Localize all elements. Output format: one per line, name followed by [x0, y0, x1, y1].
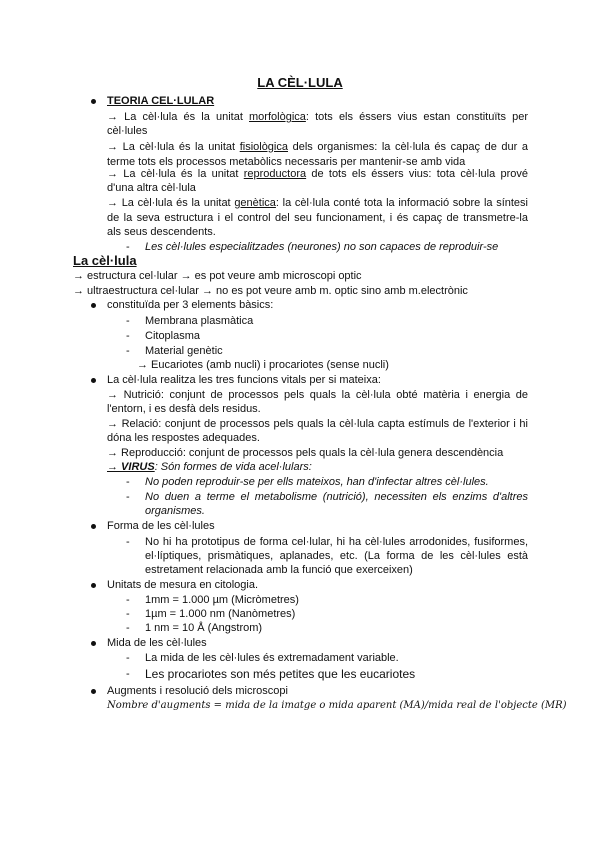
list-item: Material genètic: [145, 345, 223, 357]
list-item: organismes.: [145, 505, 205, 517]
text: → La cèl·lula és la unitat: [107, 111, 250, 123]
bullet: [91, 524, 96, 529]
list-item: Membrana plasmàtica: [145, 315, 254, 327]
teoria-reproductora: [107, 167, 528, 181]
key-term: fisiològica: [239, 141, 288, 153]
key-term: reproductora: [243, 168, 307, 180]
text-line: dóna les respostes adequades.: [107, 432, 260, 444]
teoria-morfologica: [107, 110, 528, 124]
text-line: cèl·lules: [107, 125, 148, 137]
text-line: → Reproducció: conjunt de processos pels quals la cèl·lula genera descendència: [107, 447, 504, 459]
bullet: [91, 689, 96, 694]
text: → La cèl·lula és la unitat: [107, 168, 244, 180]
text-line: terme tots els processos metabòlics necessaris per mantenir-se amb vida: [107, 156, 466, 168]
dash: -: [126, 476, 130, 488]
text-line: als seus descendents.: [107, 226, 216, 238]
list-item: La mida de les cèl·lules és extremadament variable.: [145, 652, 399, 664]
bullet: [91, 378, 96, 383]
page-title: LA CÈL·LULA: [257, 75, 343, 90]
dash: -: [126, 622, 130, 634]
text-line: constituïda per 3 elements bàsics:: [107, 299, 274, 311]
bullet: [91, 641, 96, 646]
list-item: 1 nm = 10 Å (Angstrom): [145, 622, 263, 634]
text-line: de la seva estructura i el control del seu funcionament, i és capaç de transmetre-la: [107, 212, 528, 224]
dash: -: [126, 330, 130, 342]
text: → La cèl·lula és la unitat: [107, 197, 235, 209]
text-line: → estructura cel·lular → es pot veure amb microscopi optic: [73, 270, 362, 282]
bullet: [91, 303, 96, 308]
list-item: 1mm = 1.000 µm (Micròmetres): [145, 594, 299, 606]
text-line: d'una altra cèl·lula: [107, 182, 196, 194]
dash: -: [126, 241, 130, 253]
text-line: La cèl·lula realitza les tres funcions vitals per si mateixa:: [107, 374, 381, 386]
text: : tots els éssers vius estan constituïts per: [305, 111, 528, 123]
text-line: estretament relacionada amb la funció que exerceixen): [145, 564, 413, 576]
text-line: → Eucariotes (amb nucli) i procariotes (sense nucli): [137, 359, 389, 371]
text-line: Augments i resolució dels microscopi: [107, 685, 288, 697]
key-term: morfològica: [249, 111, 306, 123]
text: : la cèl·lula conté tota la informació sobre la síntesi: [275, 197, 528, 209]
text-line: Forma de les cèl·lules: [107, 520, 215, 532]
key-term: genètica: [234, 197, 276, 209]
text: dels organismes: la cèl·lula és capaç de dur a: [288, 141, 528, 153]
text: : Són formes de vida acel·lulars:: [154, 461, 312, 473]
section-heading: La cèl·lula: [73, 253, 137, 268]
dash: -: [126, 668, 130, 680]
teoria-heading: TEORIA CEL·LULAR: [107, 95, 215, 107]
dash: -: [126, 491, 130, 503]
dash: -: [126, 594, 130, 606]
text-line: → ultraestructura cel·lular → no es pot veure amb m. optic sino amb m.electrònic: [73, 285, 468, 297]
list-item: Citoplasma: [145, 330, 201, 342]
text-line: el·líptiques, prismàtiques, aplanades, etc. (La forma de les cèl·lules està: [145, 550, 528, 562]
teoria-genetica: [107, 196, 528, 210]
text: → La cèl·lula és la unitat: [107, 141, 240, 153]
dash: -: [126, 536, 130, 548]
virus-line: [107, 460, 312, 474]
teoria-note: Les cèl·lules especialitzades (neurones) no son capaces de reproduir-se: [145, 241, 499, 253]
text-line: → Nutrició: conjunt de processos pels quals la cèl·lula obté matèria i energia de: [107, 389, 528, 401]
text-line: Unitats de mesura en citologia.: [107, 579, 259, 591]
text-line: → Relació: conjunt de processos pels quals la cèl·lula capta estímuls de l'exterior i hi: [107, 418, 528, 430]
formula: Nombre d'augments = mida de la imatge o mida aparent (MA)/mida real de l'objecte (MR): [107, 700, 567, 711]
virus-label: → VIRUS: [107, 461, 155, 473]
dash: -: [126, 608, 130, 620]
bullet: [91, 99, 96, 104]
text-line: Mida de les cèl·lules: [107, 637, 207, 649]
text-line: l'entorn, i es desfà dels residus.: [107, 403, 261, 415]
text-line: No hi ha prototipus de forma cel·lular, hi ha cèl·lules arrodonides, fusiformes,: [145, 536, 528, 548]
list-item: Les procariotes son més petites que les eucariotes: [145, 667, 416, 681]
list-item: No poden reproduir-se per ells mateixos, han d'infectar altres cèl·lules.: [145, 476, 489, 488]
dash: -: [126, 652, 130, 664]
text: de tots els éssers vius: tota cèl·lula prové: [306, 168, 528, 180]
bullet: [91, 583, 96, 588]
dash: -: [126, 315, 130, 327]
dash: -: [126, 345, 130, 357]
teoria-fisiologica: [107, 140, 528, 154]
list-item: 1µm = 1.000 nm (Nanòmetres): [145, 608, 296, 620]
list-item: No duen a terme el metabolisme (nutrició), necessiten els enzims d'altres: [145, 491, 528, 503]
